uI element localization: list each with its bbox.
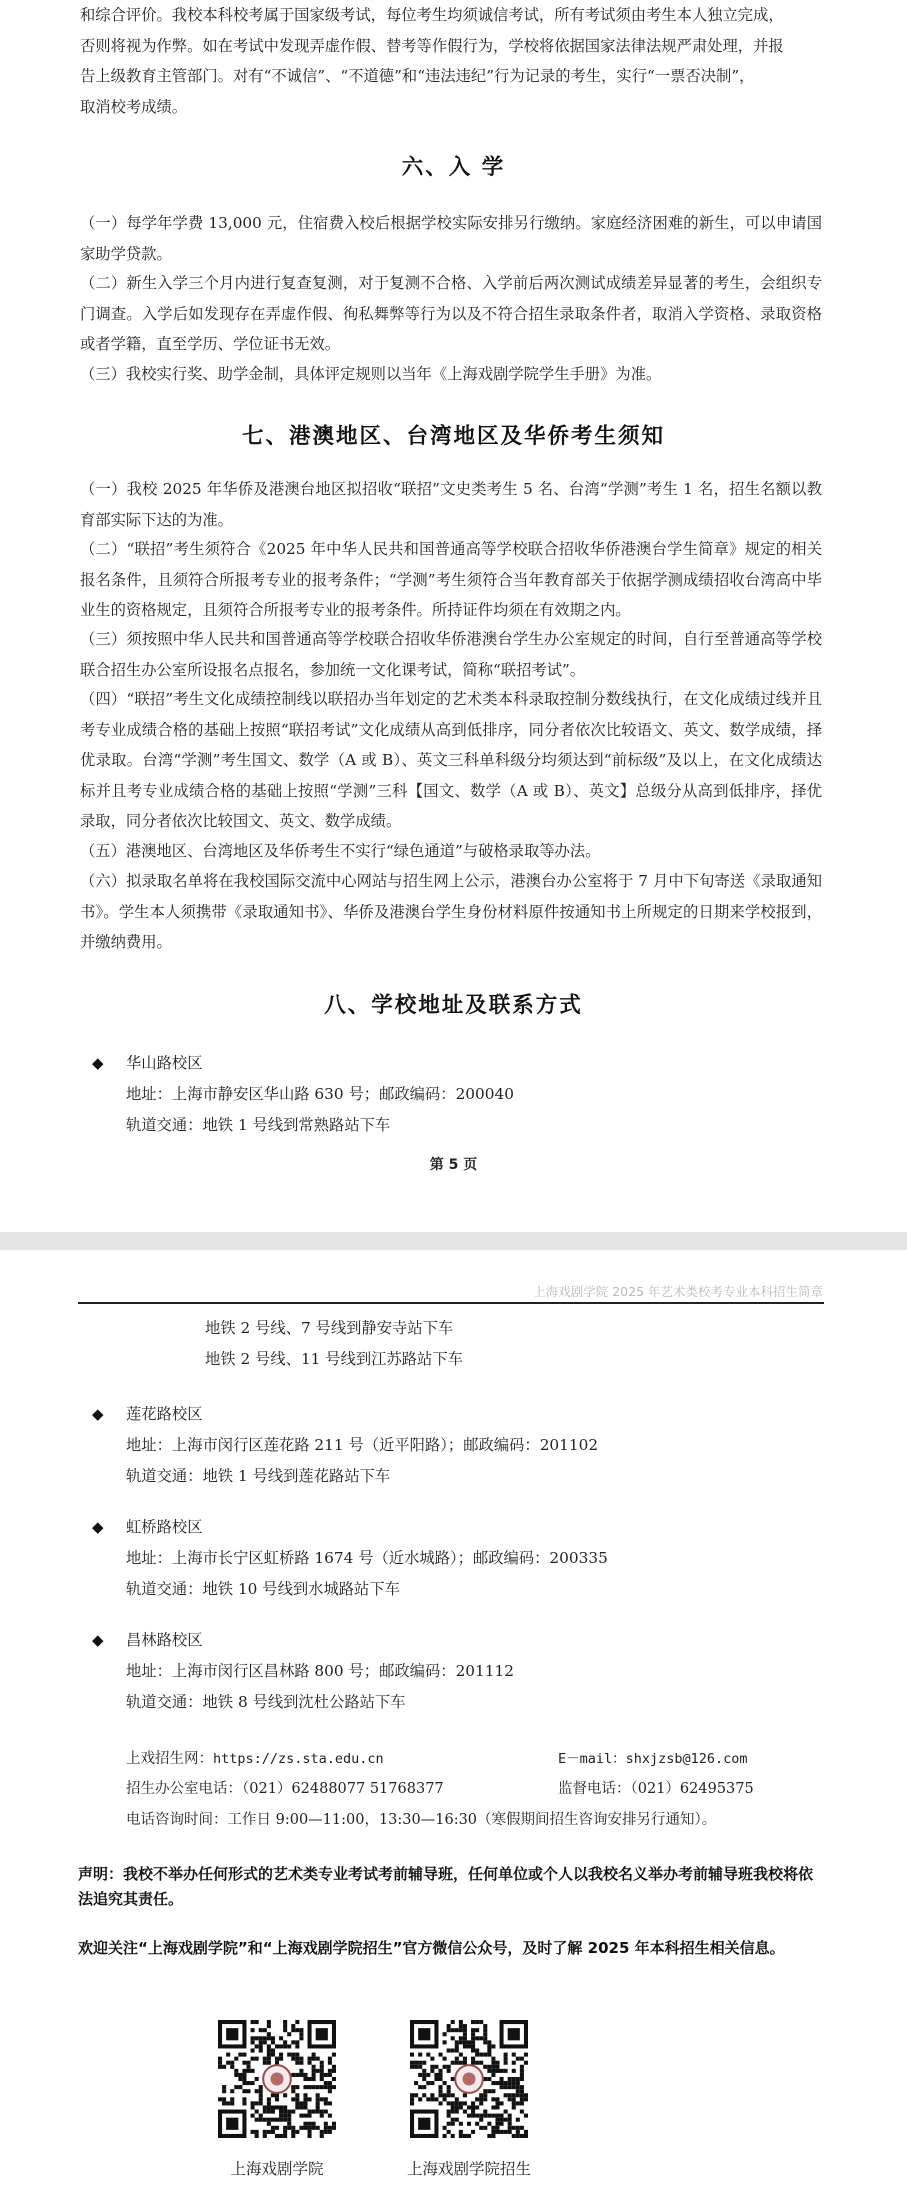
section-6-title: 六、入 学 [401,155,506,180]
section-7-title: 七、港澳地区、台湾地区及华侨考生须知 [241,424,665,449]
declaration: 声明：我校不举办任何形式的艺术类专业考试考前辅导班，任何单位或个人以我校名义举办考前辅导班我校将依法追究其责任。 [78,1865,814,1908]
diamond-bullet-icon: ◆ [92,1054,104,1072]
email-label: E－mail： [558,1751,626,1767]
campus-name: 昌林路校区 [126,1631,203,1649]
section-8-title: 八、学校地址及联系方式 [324,993,583,1018]
running-header: 上海戏剧学院 2025 年艺术类校考专业本科招生简章 [533,1284,823,1299]
website-line [126,1744,384,1774]
campus-address: 地址：上海市长宁区虹桥路 1674 号（近水城路）；邮政编码：200335 [126,1549,608,1567]
section-6-item-2: （二）新生入学三个月内进行复查复测，对于复测不合格、入学前后两次测试成绩差异显著的考生，会组织专门调查。入学后如发现存在弄虚作假、徇私舞弊等行为以及不符合招生录取条件者，取消入学资格、录取资格或者学籍，直至学历、学位证书无效。 [80,274,822,353]
follow-notice: 欢迎关注“上海戏剧学院”和“上海戏剧学院招生”官方微信公众号，及时了解 2025 年本科招生相关信息。 [78,1939,785,1957]
diamond-bullet-icon: ◆ [92,1631,104,1649]
section-7-item-4: （四）“联招”考生文化成绩控制线以联招办当年划定的艺术类本科录取控制分数线执行，在文化成绩过线并且考专业成绩合格的基础上按照“联招考试”文化成绩从高到低排序，同分者依次比较语文、英文、数学成绩，择优录取。台湾“学测”考生国文、数学（A 或 B）、英文三科单科级分均须达到“前标级”及以上，在文化成绩达标并且考专业成绩合格的基础上按照“学测”三科【国文、数学（A 或 B）、英文】总级分从高到低排序，择优录取，同分者依次比较国文、英文、数学成绩。 [80,690,822,830]
qr-code-icon [410,2020,528,2138]
section-7-item-5: （五）港澳地区、台湾地区及华侨考生不实行“绿色通道”与破格录取等办法。 [80,842,601,860]
campus-changlin [92,1625,832,1718]
campus-name-row [92,1512,832,1543]
document-page-6 [0,1250,907,2206]
email-line [558,1744,748,1774]
campus-name-row [92,1048,832,1079]
campus-transit: 轨道交通：地铁 10 号线到水城路站下车 [126,1580,400,1598]
office-phone: 招生办公室电话：（021）62488077 51768377 [126,1781,444,1797]
intro-paragraph: 和综合评价。我校本科校考属于国家级考试，每位考生均须诚信考试，所有考试须由考生本人独立完成， 否则将视为作弊。如在考试中发现弄虚作假、替考等作假行为，学校将依据国家法律法规严肃处理，并报 告上级教育主管部门。对有“不诚信”、“不道德”和“违法违纪”行为记录的考生，实行“一票否决制”， 取消校考成绩。 [80,6,784,116]
transit-continued-2: 地铁 2 号线、11 号线到江苏路站下车 [205,1350,463,1368]
qr-code-icon [218,2020,336,2138]
header-rule [78,1302,824,1304]
campus-transit: 轨道交通：地铁 1 号线到常熟路站下车 [126,1116,391,1134]
campus-name-row [92,1625,832,1656]
section-7-item-3: （三）须按照中华人民共和国普通高等学校联合招收华侨港澳台学生办公室规定的时间，自行至普通高等学校联合招生办公室所设报名点报名，参加统一文化课考试，简称“联招考试”。 [80,630,822,679]
diamond-bullet-icon: ◆ [92,1518,104,1536]
campus-name: 华山路校区 [126,1054,203,1072]
campus-name-row [92,1399,832,1430]
page-number: 第 5 页 [429,1157,478,1173]
campus-transit: 轨道交通：地铁 1 号线到莲花路站下车 [126,1467,391,1485]
section-6-item-1: （一）每学年学费 13,000 元，住宿费入校后根据学校实际安排另行缴纳。家庭经济困难的新生，可以申请国家助学贷款。 [80,214,822,263]
campus-address: 地址：上海市闵行区莲花路 211 号（近平阳路）；邮政编码：201102 [126,1436,599,1454]
campus-huashan [92,1048,832,1141]
website-label: 上戏招生网： [126,1751,213,1767]
campus-address: 地址：上海市闵行区昌林路 800 号；邮政编码：201112 [126,1662,514,1680]
email-link[interactable]: shxjzsb@126.com [625,1751,748,1767]
campus-name: 虹桥路校区 [126,1518,203,1536]
transit-continued-1: 地铁 2 号线、7 号线到静安寺站下车 [205,1319,454,1337]
campus-transit: 轨道交通：地铁 8 号线到沈杜公路站下车 [126,1693,406,1711]
qr-label-sta-admissions: 上海戏剧学院招生 [406,2160,531,2178]
qr-label-sta: 上海戏剧学院 [230,2160,324,2178]
diamond-bullet-icon: ◆ [92,1405,104,1423]
campus-lianhua [92,1399,832,1492]
consult-hours: 电话咨询时间：工作日 9:00—11:00，13:30—16:30（寒假期间招生咨询安排另行通知）。 [126,1812,717,1828]
section-7-item-6: （六）拟录取名单将在我校国际交流中心网站与招生网上公示，港澳台办公室将于 7 月中下旬寄送《录取通知书》。学生本人须携带《录取通知书》、华侨及港澳台学生身份材料原件按通知书上所规定的日期来学校报到，并缴纳费用。 [80,872,822,951]
section-6-item-3: （三）我校实行奖、助学金制，具体评定规则以当年《上海戏剧学院学生手册》为准。 [80,365,662,383]
section-7-item-2: （二）“联招”考生须符合《2025 年中华人民共和国普通高等学校联合招收华侨港澳台学生简章》规定的相关报名条件，且须符合所报考专业的报考条件；“学测”考生须符合当年教育部关于依据学测成绩招收台湾高中毕业生的资格规定，且须符合所报考专业的报考条件。所持证件均须在有效期之内。 [80,540,822,619]
supervise-phone: 监督电话：（021）62495375 [558,1781,754,1797]
campus-address: 地址：上海市静安区华山路 630 号；邮政编码：200040 [126,1085,514,1103]
campus-name: 莲花路校区 [126,1405,203,1423]
page-separator [0,1232,907,1250]
website-link[interactable]: https://zs.sta.edu.cn [213,1751,384,1767]
section-7-item-1: （一）我校 2025 年华侨及港澳台地区拟招收“联招”文史类考生 5 名、台湾“学测”考生 1 名，招生名额以教育部实际下达的为准。 [80,480,822,529]
campus-hongqiao [92,1512,832,1605]
